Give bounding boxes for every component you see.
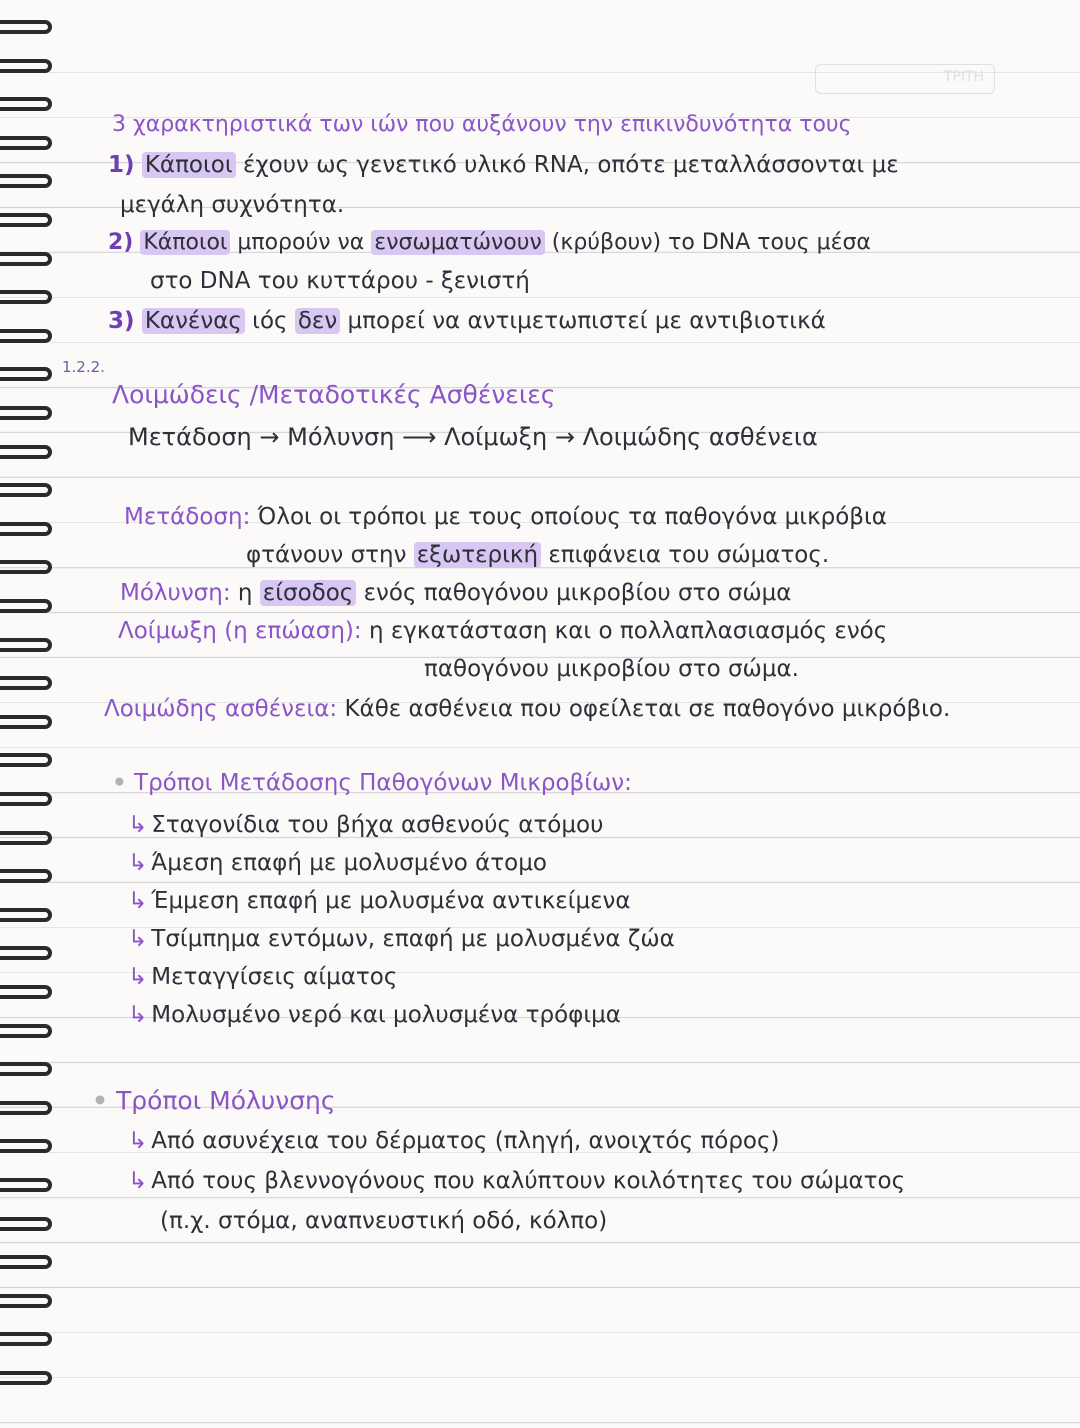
spiral-coil bbox=[0, 792, 52, 806]
point-1-number: 1) bbox=[108, 152, 135, 178]
mode-item bbox=[128, 1000, 621, 1030]
def-infestation-text: η εγκατάσταση και ο πολλαπλασιασμός ενός bbox=[368, 618, 888, 644]
def-infection-highlight: είσοδος bbox=[260, 580, 357, 606]
spiral-coil bbox=[0, 869, 52, 883]
point-3-number: 3) bbox=[108, 308, 135, 334]
spiral-coil bbox=[0, 985, 52, 999]
def-transmission-cont-b: επιφάνεια του σώματος. bbox=[548, 542, 830, 568]
spiral-coil bbox=[0, 1062, 52, 1076]
def-infection-term: Μόλυνση: bbox=[120, 580, 231, 606]
def-disease-term: Λοιμώδης ασθένεια: bbox=[104, 696, 338, 722]
modes-heading bbox=[112, 768, 632, 798]
point-1-cont: μεγάλη συχνότητα. bbox=[120, 192, 345, 218]
chain-line: Μετάδοση → Μόλυνση ⟶ Λοίμωξη → Λοιμώδης ασθένεια bbox=[128, 423, 818, 451]
spiral-coil bbox=[0, 1178, 52, 1192]
def-infestation-cont: παθογόνου μικροβίου στο σώμα. bbox=[424, 656, 799, 682]
point-2-text-a: μπορούν να bbox=[237, 230, 365, 255]
spiral-coil bbox=[0, 1024, 52, 1038]
spiral-coil bbox=[0, 638, 52, 652]
spiral-coil bbox=[0, 560, 52, 574]
arrow-icon: ↳ bbox=[128, 964, 148, 990]
spiral-coil bbox=[0, 136, 52, 150]
def-infection bbox=[120, 578, 791, 608]
point-2-highlight: Κάποιοι bbox=[140, 230, 230, 255]
spiral-coil bbox=[0, 753, 52, 767]
point-3-text-a: ιός bbox=[252, 308, 288, 334]
spiral-coil bbox=[0, 445, 52, 459]
spiral-coil bbox=[0, 20, 52, 34]
spiral-coil bbox=[0, 1255, 52, 1269]
def-transmission-highlight: εξωτερική bbox=[414, 542, 541, 568]
spiral-coil bbox=[0, 483, 52, 497]
section-number: 1.2.2. bbox=[62, 358, 105, 376]
def-transmission bbox=[124, 502, 887, 532]
spiral-coil bbox=[0, 715, 52, 729]
mode-item-text: Άμεση επαφή με μολυσμένο άτομο bbox=[151, 850, 547, 876]
point-1 bbox=[108, 150, 899, 180]
mode-item-text: Μολυσμένο νερό και μολυσμένα τρόφιμα bbox=[151, 1002, 621, 1028]
mode-item bbox=[128, 924, 675, 954]
arrow-icon: ↳ bbox=[128, 888, 148, 914]
point-2-highlight-2: ενσωματώνουν bbox=[371, 230, 544, 255]
spiral-coil bbox=[0, 1139, 52, 1153]
spiral-binding bbox=[0, 20, 60, 1420]
spiral-coil bbox=[0, 174, 52, 188]
def-transmission-cont-a: φτάνουν στην bbox=[246, 542, 407, 568]
infection-way-item bbox=[128, 1126, 779, 1156]
section-heading: Λοιμώδεις /Μεταδοτικές Ασθένειες bbox=[112, 380, 556, 409]
mode-item-text: Τσίμπημα εντόμων, επαφή με μολυσμένα ζώα bbox=[151, 926, 675, 952]
arrow-icon: ↳ bbox=[128, 1002, 148, 1028]
spiral-coil bbox=[0, 831, 52, 845]
infection-way-item-text: Από τους βλεννογόνους που καλύπτουν κοιλότητες του σώματος bbox=[151, 1168, 906, 1194]
mode-item-text: Έμμεση επαφή με μολυσμένα αντικείμενα bbox=[151, 888, 631, 914]
mode-item bbox=[128, 810, 603, 840]
arrow-icon: ↳ bbox=[128, 812, 148, 838]
spiral-coil bbox=[0, 1294, 52, 1308]
bullet-dot-2: • bbox=[92, 1086, 108, 1115]
point-3-highlight: Κανένας bbox=[142, 308, 245, 334]
infection-heading bbox=[92, 1086, 336, 1116]
point-3 bbox=[108, 306, 826, 336]
def-infestation-term: Λοίμωξη (η επώαση): bbox=[118, 618, 362, 644]
spiral-coil bbox=[0, 1101, 52, 1115]
def-infestation bbox=[118, 616, 887, 646]
spiral-coil bbox=[0, 599, 52, 613]
infection-way-item-text: Από ασυνέχεια του δέρματος (πληγή, ανοιχτός πόρος) bbox=[151, 1128, 780, 1154]
arrow-icon: ↳ bbox=[128, 1168, 148, 1194]
spiral-coil bbox=[0, 908, 52, 922]
spiral-coil bbox=[0, 367, 52, 381]
spiral-coil bbox=[0, 290, 52, 304]
infection-ways-cont: (π.χ. στόμα, αναπνευστική οδό, κόλπο) bbox=[160, 1208, 608, 1234]
point-1-highlight: Κάποιοι bbox=[142, 152, 236, 178]
arrow-icon: ↳ bbox=[128, 926, 148, 952]
spiral-coil bbox=[0, 213, 52, 227]
infection-heading-text: Τρόποι Μόλυνσης bbox=[115, 1086, 336, 1115]
title-line: 3 χαρακτηριστικά των ιών που αυξάνουν την επικινδυνότητα τους bbox=[112, 112, 852, 137]
spiral-coil bbox=[0, 1217, 52, 1231]
point-2 bbox=[108, 228, 871, 258]
point-1-text: έχουν ως γενετικό υλικό RNA, οπότε μεταλλάσσονται με bbox=[242, 152, 899, 178]
spiral-coil bbox=[0, 946, 52, 960]
def-disease bbox=[104, 694, 950, 724]
def-transmission-text: Όλοι οι τρόποι με τους οποίους τα παθογόνα μικρόβια bbox=[257, 504, 887, 530]
spiral-coil bbox=[0, 676, 52, 690]
point-2-text-b: (κρύβουν) το DNA τους μέσα bbox=[551, 230, 871, 255]
point-3-highlight-2: δεν bbox=[295, 308, 340, 334]
spiral-coil bbox=[0, 97, 52, 111]
spiral-coil bbox=[0, 59, 52, 73]
mode-item bbox=[128, 848, 547, 878]
mode-item bbox=[128, 886, 631, 916]
bullet-dot: • bbox=[112, 770, 127, 796]
spiral-coil bbox=[0, 406, 52, 420]
infection-way-item bbox=[128, 1166, 905, 1196]
spiral-coil bbox=[0, 522, 52, 536]
mode-item-text: Μεταγγίσεις αίματος bbox=[151, 964, 398, 990]
point-2-cont: στο DNA του κυττάρου - ξενιστή bbox=[150, 268, 530, 294]
arrow-icon: ↳ bbox=[128, 1128, 148, 1154]
spiral-coil bbox=[0, 329, 52, 343]
def-transmission-cont bbox=[246, 540, 829, 570]
mode-item-text: Σταγονίδια του βήχα ασθενούς ατόμου bbox=[151, 812, 604, 838]
faded-stamp: ΤΡΙΤΗ bbox=[815, 64, 995, 94]
point-2-number: 2) bbox=[108, 230, 134, 255]
mode-item bbox=[128, 962, 397, 992]
spiral-coil bbox=[0, 252, 52, 266]
modes-heading-text: Τρόποι Μετάδοσης Παθογόνων Μικροβίων: bbox=[134, 770, 632, 796]
def-infection-b: ενός παθογόνου μικροβίου στο σώμα bbox=[363, 580, 792, 606]
def-disease-text: Κάθε ασθένεια που οφείλεται σε παθογόνο μικρόβιο. bbox=[344, 696, 951, 722]
def-infection-a: η bbox=[237, 580, 253, 606]
spiral-coil bbox=[0, 1371, 52, 1385]
def-transmission-term: Μετάδοση: bbox=[124, 504, 251, 530]
spiral-coil bbox=[0, 1332, 52, 1346]
arrow-icon: ↳ bbox=[128, 850, 148, 876]
point-3-text-b: μπορεί να αντιμετωπιστεί με αντιβιοτικά bbox=[347, 308, 826, 334]
